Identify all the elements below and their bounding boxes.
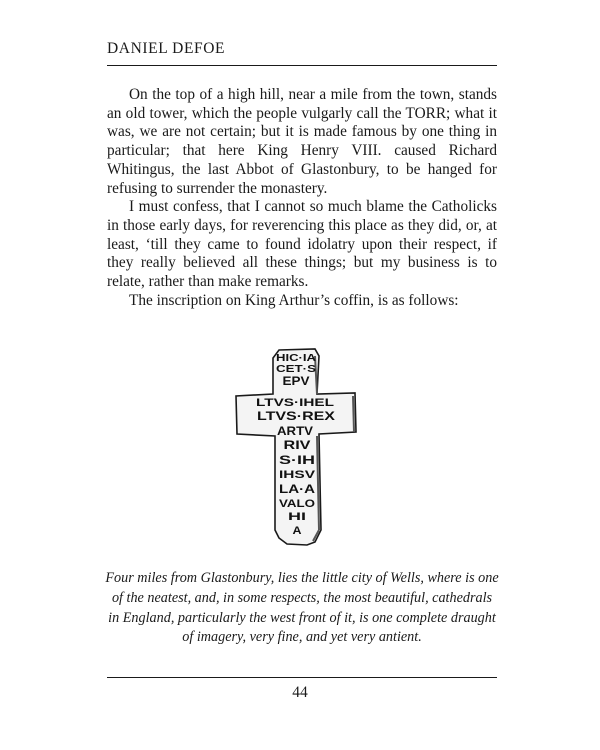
inscription-line: ARTV	[277, 424, 313, 438]
inscription-line: A	[292, 525, 302, 537]
running-header: DANIEL DEFOE	[107, 40, 226, 57]
inscription-line: HI	[288, 511, 306, 523]
footer-rule	[107, 677, 497, 678]
paragraph-1: On the top of a high hill, near a mile from the town, stands an old tower, which the people vulgarly call the TORR; what it was, we are not certain; but it is made famous by one thing in particular; that here King Henry VIII. caused Richard Whitingus, the last Abbot of Glastonbury, to be hanged for refusing to surrender the monastery.	[107, 86, 497, 197]
inscription-line: CET·S	[276, 364, 317, 375]
paragraph-2: I must confess, that I cannot so much blame the Catholicks in those early days, for reverencing this place as they did, or, at least, ‘till they came to found idolatry upon their respect, if they really believed all these things; but my business is to relate, rather than make remarks.	[107, 198, 497, 291]
arthur-cross-illustration	[235, 348, 357, 546]
inscription-line: RIV	[283, 438, 311, 452]
page-number: 44	[292, 684, 308, 701]
header-rule	[107, 65, 497, 66]
inscription-line: LA·A	[279, 482, 316, 496]
inscription-line: S·IH	[279, 453, 315, 467]
figure-caption: Four miles from Glastonbury, lies the little city of Wells, where is one of the neatest, and, in some respects, the most beautiful, cathedrals in England, particularly the west front of it, is one complete draught of imagery, very fine, and yet very antient.	[105, 570, 499, 646]
inscription-line: IHSV	[279, 469, 316, 481]
inscription-line: LTVS·REX	[257, 409, 335, 423]
paragraph-3: The inscription on King Arthur’s coffin, is as follows:	[129, 291, 459, 309]
inscription-line: EPV	[282, 374, 310, 388]
inscription-line: HIC·IA	[276, 353, 316, 364]
inscription-line: VALO	[279, 498, 316, 510]
inscription-line: LTVS·IHEL	[256, 397, 335, 409]
body-text	[107, 86, 497, 310]
